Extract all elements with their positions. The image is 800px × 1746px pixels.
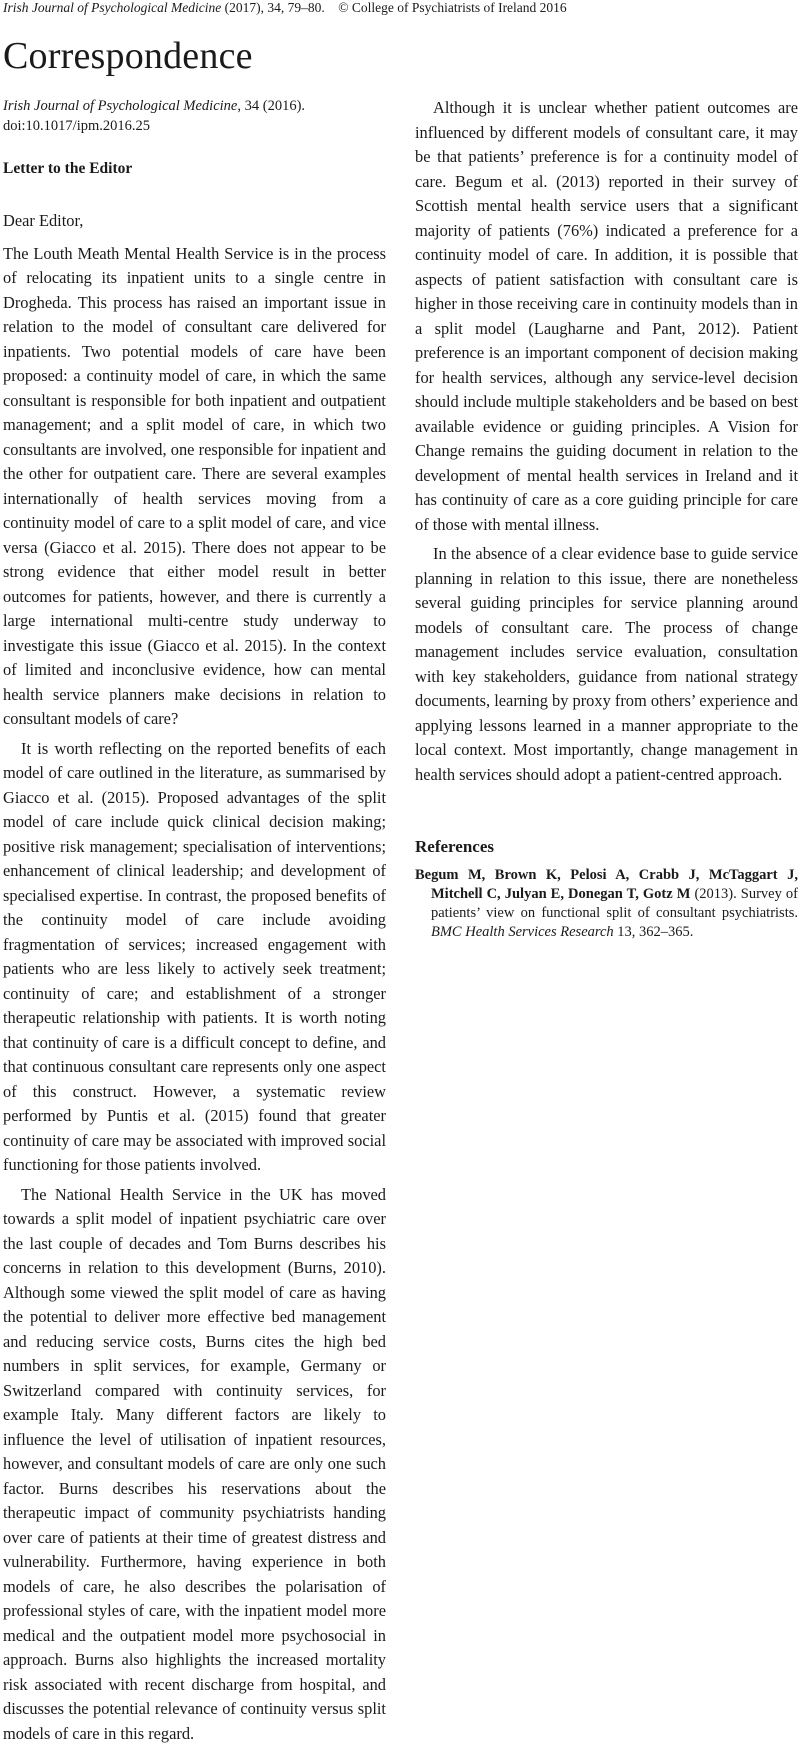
references-heading: References <box>415 835 798 859</box>
reference-year-title: (2013). Survey of patients’ view on functional split of consultant psychiatrists. <box>431 886 798 921</box>
citation-volume: , 34 (2016). <box>237 98 305 114</box>
citation-journal: Irish Journal of Psychological Medicine <box>3 98 237 114</box>
paragraph-2: It is worth reflecting on the reported benefits of each model of care outlined in the literature, as summarised by Giacco et al. (2015). Proposed advantages of the split model of care include quick clinical decision making; positive risk management; specialisation of interventions; enhancement of clinical leadership; and development of specialised expertise. In contrast, the proposed benefits of the continuity model of care include avoiding fragmentation of services; increased engagement with patients who are less likely to actively seek treatment; continuity of care; and establishment of a stronger therapeutic relationship with patients. It is worth noting that continuity of care is a difficult concept to define, and that continuous consultant care represents only one aspect of this construct. However, a systematic review performed by Puntis et al. (2015) found that greater continuity of care may be associated with improved social functioning for those patients involved. <box>3 737 386 1178</box>
salutation: Dear Editor, <box>3 209 386 234</box>
running-head-issue: (2017), 34, 79–80. <box>225 0 325 15</box>
paragraph-3: The National Health Service in the UK has moved towards a split model of inpatient psychiatric care over the last couple of decades and Tom Burns describes his concerns in relation to this development (Burns, 2010). Although some viewed the split model of care as having the potential to deliver more effective bed management and reducing service costs, Burns cites the high bed numbers in split services, for example, Germany or Switzerland compared with continuity services, for example Italy. Many different factors are likely to influence the level of utilisation of inpatient resources, however, and consultant models of care are only one such factor. Burns describes his reservations about the therapeutic impact of community psychiatrists handing over care of patients at their time of greatest distress and vulnerability. Furthermore, having experience in both models of care, he also describes the polarisation of professional styles of care, with the inpatient model more medical and the outpatient model more psychosocial in approach. Burns also highlights the increased mortality risk associated with recent discharge from hospital, and discusses the potential relevance of continuity versus split models of care in this regard. <box>3 1183 386 1746</box>
reference-authors: Begum M, Brown K, Pelosi A, Crabb J, McTaggart J, Mitchell C, Julyan E, Donegan T, Gotz M <box>415 867 798 902</box>
citation-doi: doi:10.1017/ipm.2016.25 <box>3 118 150 134</box>
reference-item <box>415 866 798 942</box>
running-head-journal: Irish Journal of Psychological Medicine <box>3 0 221 15</box>
running-head-copyright: © College of Psychiatrists of Ireland 2016 <box>338 0 566 15</box>
paragraph-4: Although it is unclear whether patient outcomes are influenced by different models of consultant care, it may be that patients’ preference is for a continuity model of care. Begum et al. (2013) reported in their survey of Scottish mental health service users that a significant majority of patients (76%) indicated a preference for a continuity model of care. In addition, it is possible that aspects of patient satisfaction with consultant care is higher in those receiving care in continuity models than in a split model (Laugharne and Pant, 2012). Patient preference is an important component of decision making for health services, although any service-level decision should include multiple stakeholders and be based on best available evidence or guiding principles. A Vision for Change remains the guiding document in relation to the development of mental health services in Ireland and it has continuity of care as a core guiding principle for care of those with mental illness. <box>415 96 798 537</box>
reference-volume: 13, 362–365. <box>614 924 694 940</box>
paragraph-1: The Louth Meath Mental Health Service is in the process of relocating its inpatient units to a single centre in Drogheda. This process has raised an important issue in relation to the model of consultant care delivered for inpatients. Two potential models of care have been proposed: a continuity model of care, in which the same consultant is responsible for both inpatient and outpatient management; and a split model of care, in which two consultants are involved, one responsible for inpatient and the other for outpatient care. There are several examples internationally of health services moving from a continuity model of care to a split model of care, and vice versa (Giacco et al. 2015). There does not appear to be strong evidence that either model result in better outcomes for patients, however, and there is currently a large international multi-centre study underway to investigate this issue (Giacco et al. 2015). In the context of limited and inconclusive evidence, how can mental health service planners make decisions in relation to consultant models of care? <box>3 242 386 732</box>
section-title: Correspondence <box>3 34 253 78</box>
reference-journal: BMC Health Services Research <box>431 924 614 940</box>
left-column <box>3 96 386 1746</box>
right-column <box>415 96 798 942</box>
letter-heading: Letter to the Editor <box>3 157 386 181</box>
article-citation <box>3 96 386 136</box>
paragraph-5: In the absence of a clear evidence base to guide service planning in relation to this issue, there are nonetheless several guiding principles for service planning around models of consultant care. The process of change management includes service evaluation, consultation with key stakeholders, guidance from national strategy documents, learning by proxy from others’ experience and applying lessons learned in a manner appropriate to the local context. Most importantly, change management in health services should adopt a patient-centred approach. <box>415 542 798 787</box>
running-head <box>3 0 567 16</box>
